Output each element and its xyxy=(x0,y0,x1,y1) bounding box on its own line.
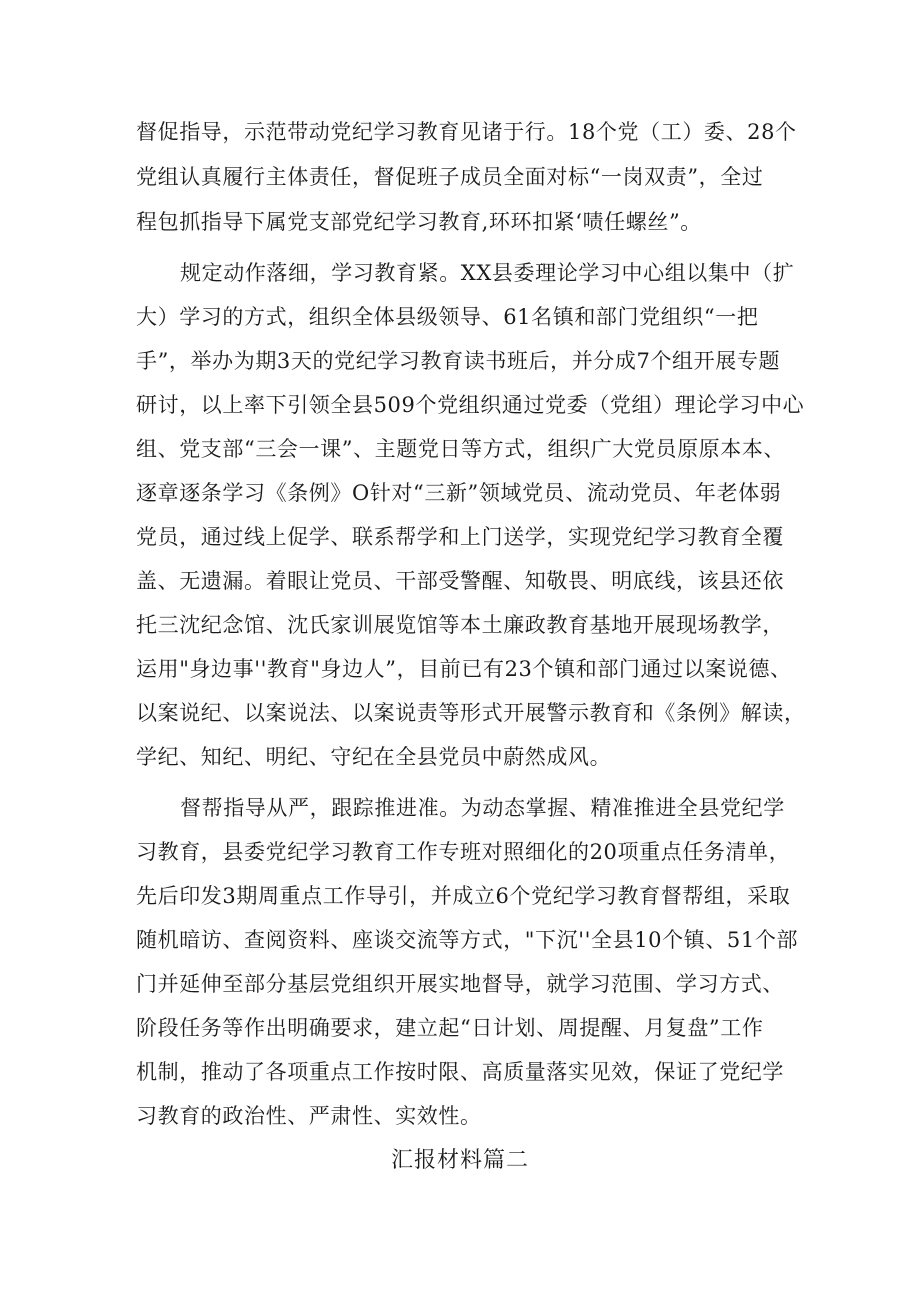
paragraph-3-line-3: 先后印发3期周重点工作导引，并成立6个党纪学习教育督帮组，采取 xyxy=(136,884,791,908)
paragraph-3-line-2: 习教育，县委党纪学习教育工作专班对照细化的20项重点任务清单， xyxy=(136,840,791,864)
paragraph-3-line-7: 机制，推动了各项重点工作按时限、高质量落实见效，保证了党纪学 xyxy=(136,1060,784,1084)
paragraph-2-line-11: 以案说纪、以案说法、以案说责等形式开展警示教育和《条例》解读， xyxy=(136,701,806,725)
paragraph-2-line-7: 党员，通过线上促学、联系帮学和上门送学，实现党纪学习教育全覆 xyxy=(136,525,784,549)
paragraph-2-line-12: 学纪、知纪、明纪、守纪在全县党员中蔚然成风。 xyxy=(136,745,612,769)
paragraph-3-line-8: 习教育的政治性、严肃性、实效性。 xyxy=(136,1104,482,1128)
paragraph-2-line-8: 盖、无遗漏。着眼让党员、干部受警醒、知敬畏、明底线，该县还依 xyxy=(136,569,784,593)
paragraph-2-line-4: 研讨，以上率下引领全县509个党组织通过党委（党组）理论学习中心 xyxy=(136,393,805,417)
section-heading: 汇报材料篇二 xyxy=(390,1148,529,1173)
paragraph-1-line-1: 督促指导，示范带动党纪学习教育见诸于行。18个党（工）委、28个 xyxy=(136,120,797,144)
paragraph-2-line-6: 逐章逐条学习《条例》O针对“三新”领域党员、流动党员、年老体弱 xyxy=(136,481,782,505)
paragraph-3-line-6: 阶段任务等作出明确要求，建立起“日计划、周提醒、月复盘”工作 xyxy=(136,1016,764,1040)
paragraph-1-line-3: 程包抓指导下属党支部党纪学习教育,环环扣紧‘啧任螺丝”。 xyxy=(136,210,702,234)
paragraph-3-line-5: 门并延伸至部分基层党组织开展实地督导，就学习范围、学习方式、 xyxy=(136,972,784,996)
paragraph-2-line-1: 规定动作落细，学习教育紧。XX县委理论学习中心组以集中（扩 xyxy=(180,261,795,285)
paragraph-2-line-10: 运用"身边事''教育"身边人”，目前已有23个镇和部门通过以案说德、 xyxy=(136,657,792,681)
paragraph-3-line-1: 督帮指导从严，跟踪推进准。为动态掌握、精准推进全县党纪学 xyxy=(180,796,785,820)
paragraph-2-line-5: 组、党支部“三会一课”、主题党日等方式，组织广大党员原原本本、 xyxy=(136,437,786,461)
paragraph-1-line-2: 党组认真履行主体责任，督促班子成员全面对标“一岗双责”，全过 xyxy=(136,165,764,189)
paragraph-2-line-9: 托三沈纪念馆、沈氏家训展览馆等本土廉政教育基地开展现场教学， xyxy=(136,613,784,637)
paragraph-2-line-2: 大）学习的方式，组织全体县级领导、61名镇和部门党组织“一把 xyxy=(136,305,759,329)
paragraph-3-line-4: 随机暗访、查阅资料、座谈交流等方式，"下沉''全县10个镇、51个部 xyxy=(136,928,799,952)
paragraph-2-line-3: 手”，举办为期3天的党纪学习教育读书班后，并分成7个组开展专题 xyxy=(136,349,781,373)
